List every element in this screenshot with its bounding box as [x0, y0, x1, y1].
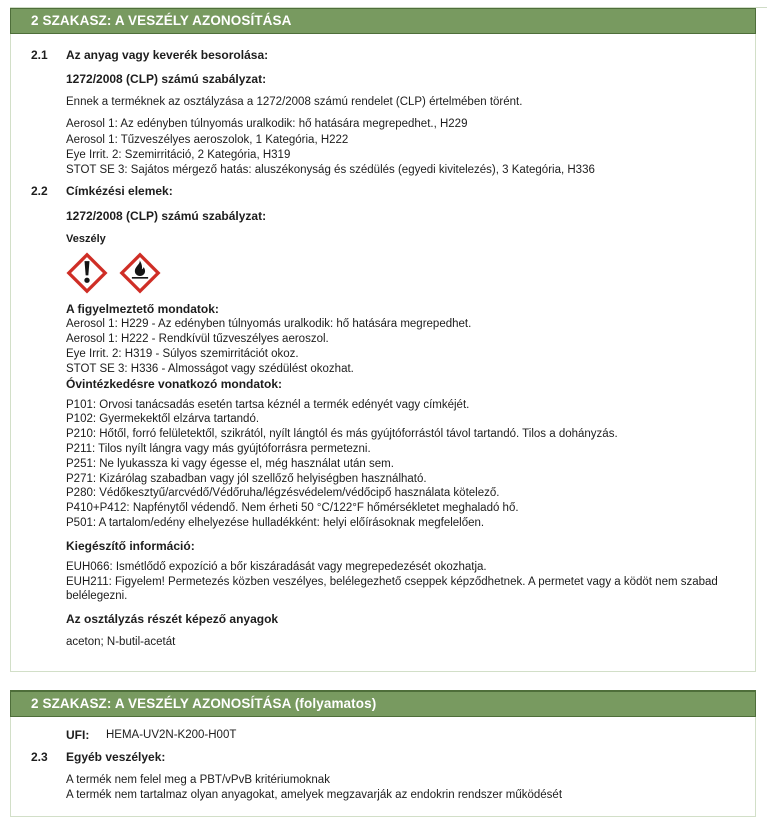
supplemental-info-heading: Kiegészítő információ: [66, 538, 195, 553]
clause-2-2-title: Címkézési elemek: [66, 184, 173, 199]
hazard-statement-line: Aerosol 1: H229 - Az edényben túlnyomás uralkodik: hő hatására megrepedhet. [66, 318, 472, 331]
precautionary-line: P410+P412: Napfénytől védendő. Nem érheti 50 °C/122°F hőmérsékletet meghaladó hő. [66, 502, 519, 515]
precautionary-line: P271: Kizárólag szabadban vagy jól szellőző helyiségben használható. [66, 472, 427, 485]
precautionary-line: P251: Ne lyukassza ki vagy égesse el, még használat után sem. [66, 457, 394, 470]
section-2-header [10, 7, 756, 34]
supplemental-info-list [66, 560, 733, 604]
ghs02-flame-pictogram-icon [119, 252, 161, 294]
clause-2-2-number: 2.2 [31, 184, 48, 199]
precautionary-line: P501: A tartalom/edény elhelyezése hulladékként: helyi előírásoknak megfelelően. [66, 517, 485, 530]
other-hazards-line: A termék nem felel meg a PBT/vPvB kritériumoknak [66, 773, 330, 786]
ghs-pictogram-row [66, 252, 733, 294]
classification-line: Aerosol 1: Az edényben túlnyomás uralkodik: hő hatására megrepedhet., H229 [66, 118, 468, 131]
classification-substances-heading: Az osztályzás részét képező anyagok [66, 612, 279, 627]
classification-line: Aerosol 1: Tűzveszélyes aeroszolok, 1 Kategória, H222 [66, 133, 349, 146]
precautionary-statements-heading: Óvintézkedésre vonatkozó mondatok: [66, 376, 283, 391]
hazard-statements-list [66, 317, 733, 376]
classification-line: STOT SE 3: Sajátos mérgező hatás: aluszékonyság és szédülés (egyedi kivitelezés), 3 Kategória, H336 [66, 164, 595, 177]
ufi-value: HEMA-UV2N-K200-H00T [106, 728, 237, 741]
section-2-continued-content-box [10, 717, 756, 817]
precautionary-line: P280: Védőkesztyű/arcvédő/Védőruha/légzésvédelem/védőcipő használata kötelező. [66, 487, 500, 500]
clause-2-3 [11, 750, 745, 764]
supplemental-line: EUH211: Figyelem! Permetezés közben veszélyes, belélegezhető cseppek képződhetnek. A permetet vagy a ködöt nem szabad belélegezni. [66, 575, 718, 603]
precautionary-line: P101: Orvosi tanácsadás esetén tartsa kéznél a termék edényét vagy címkéjét. [66, 398, 470, 411]
precautionary-statements-list [66, 398, 733, 531]
clause-2-3-title: Egyéb veszélyek: [66, 749, 166, 764]
precautionary-line: P211: Tilos nyílt lángra vagy más gyújtóforrásra permetezni. [66, 443, 371, 456]
classification-line: Eye Irrit. 2: Szemirritáció, 2 Kategória, H319 [66, 148, 291, 161]
section-2-continued-header [10, 690, 756, 717]
regulation-heading-1: 1272/2008 (CLP) számú szabályzat: [66, 72, 267, 86]
supplemental-line: EUH066: Ismétlődő expozíció a bőr kiszáradását vagy megrepedezését okozhatja. [66, 560, 487, 573]
section-2-header-title: 2 SZAKASZ: A VESZÉLY AZONOSÍTÁSA [31, 13, 292, 28]
classification-intro: Ennek a terméknek az osztályzása a 1272/2008 számú rendelet (CLP) értelmében törént. [66, 96, 523, 108]
hazard-statement-line: Aerosol 1: H222 - Rendkívül tűzveszélyes aeroszol. [66, 333, 329, 346]
ufi-row [66, 728, 733, 743]
precautionary-line: P102: Gyermekektől elzárva tartandó. [66, 413, 260, 426]
precautionary-line: P210: Hőtől, forró felületektől, szikrától, nyílt lángtól és más gyújtóforrástól távol tartandó. Tilos a dohányzás. [66, 428, 618, 441]
hazard-statement-line: STOT SE 3: H336 - Almosságot vagy szédülést okozhat. [66, 362, 354, 375]
classification-substances: aceton; N-butil-acetát [66, 636, 176, 649]
previous-section-divider [10, 7, 767, 8]
clause-2-3-number: 2.3 [31, 749, 48, 764]
clause-2-1-title: Az anyag vagy keverék besorolása: [66, 48, 269, 62]
section-2-continued-header-title: 2 SZAKASZ: A VESZÉLY AZONOSÍTÁSA (folyamatos) [31, 695, 377, 711]
classification-list [66, 117, 733, 178]
sds-document-page [0, 7, 767, 801]
hazard-statement-line: Eye Irrit. 2: H319 - Súlyos szemirritációt okoz. [66, 348, 299, 361]
section-2-content-box [10, 34, 756, 672]
ufi-label: UFI: [66, 727, 90, 742]
other-hazards-line: A termék nem tartalmaz olyan anyagokat, amelyek megzavarják az endokrin rendszer működését [66, 788, 563, 801]
hazard-statements-heading: A figyelmeztető mondatok: [66, 302, 219, 317]
clause-2-1 [11, 48, 745, 62]
ghs07-exclamation-pictogram-icon [66, 252, 108, 294]
other-hazards-list [66, 773, 733, 803]
regulation-heading-2: 1272/2008 (CLP) számú szabályzat: [66, 209, 267, 224]
signal-word: Veszély [66, 233, 106, 246]
clause-2-1-number: 2.1 [31, 48, 48, 62]
clause-2-2 [11, 184, 745, 198]
